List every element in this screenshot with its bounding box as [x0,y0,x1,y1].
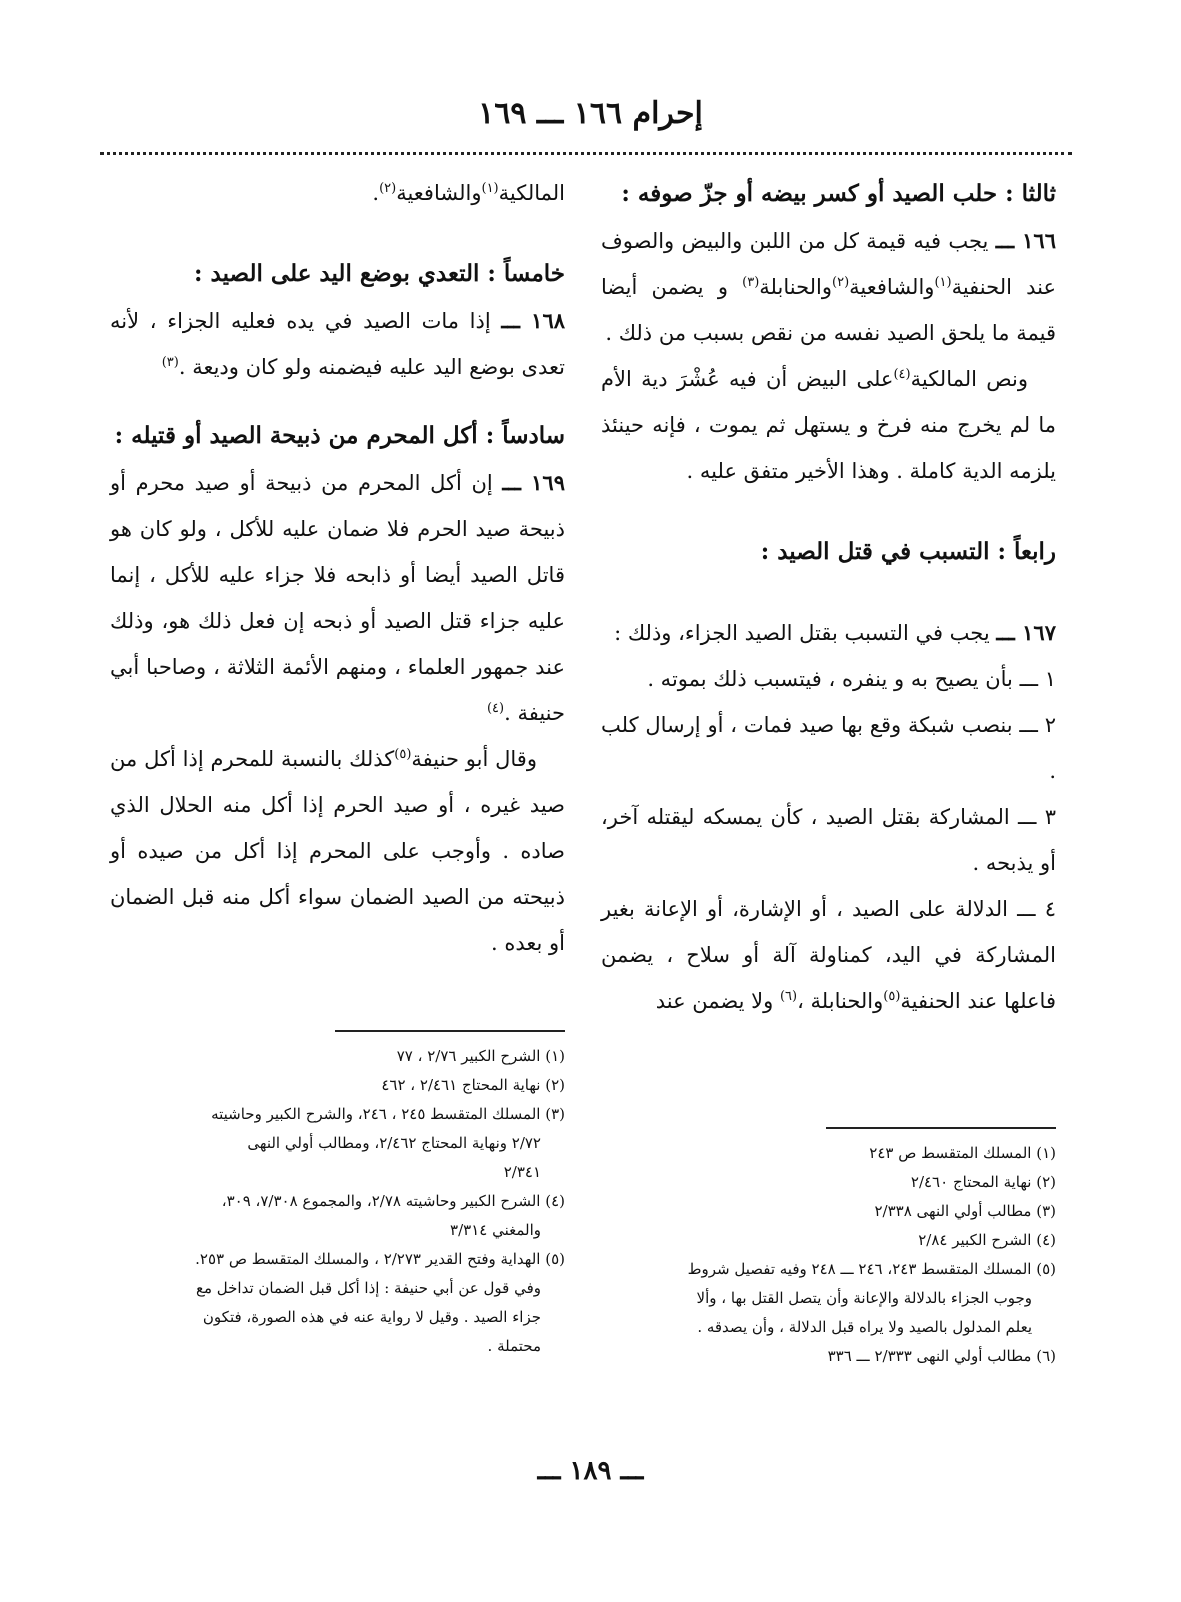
paragraph-text: كذلك بالنسبة للمحرم إذا أكل من صيد غيره ، أو صيد الحرم إذا أكل منه الحلال الذي صاده . وأوجب على المحرم إذا أكل من صيده أو ذبيحته من الصيد الضمان سواء أكل منه قبل الضمان أو بعده . [110,747,565,955]
section-heading-6: سادساً : أكل المحرم من ذبيحة الصيد أو قتيله : [114,422,565,449]
running-head: إحرام ١٦٦ ـــ ١٦٩ [478,96,703,131]
footnote-line: جزاء الصيد . وقيل لا رواية عنه في هذه الصورة، فتكون [202,1308,541,1326]
paragraph-text: و يضمن أيضا قيمة ما يلحق الصيد نفسه من نقص بسبب من ذلك . [601,275,1056,345]
footnote: (٤) الشرح الكبير ٢/٨٤ [918,1231,1056,1249]
paragraph-166-continued [601,356,1056,494]
paragraph-text: المالكية [498,181,565,205]
footnotes-right [601,1127,1056,1371]
footnote-line: وفي قول عن أبي حنيفة : إذا أكل قبل الضمان تداخل مع [195,1279,541,1297]
footnote-ref: (٣) [161,355,179,370]
list-item-2: ٢ ـــ بنصب شبكة وقع بها صيد فمات ، أو إرسال كلب . [601,713,1056,783]
paragraph-168 [110,298,565,390]
footnote-ref: (٥) [394,747,412,762]
footnote-ref: (٤) [486,701,505,716]
page-number: ـــ ١٨٩ ـــ [537,1456,644,1486]
paragraph-text: على البيض أن فيه عُشْرَ دية الأم ما لم يخرج منه فرخ و يستهل ثم يموت ، فإنه حينئذ يلزمه الدية كاملة . وهذا الأخير متفق عليه . [601,367,1056,483]
footnote: (٦) مطالب أولي النهى ٢/٣٣٣ ـــ ٣٣٦ [827,1347,1056,1365]
paragraph-text: إن أكل المحرم من ذبيحة أو صيد محرم أو ذبيحة صيد الحرم فلا ضمان عليه للأكل ، ولو كان هو قاتل الصيد أيضا أو ذابحه فلا جزاء عليه للأكل ، إنما عليه جزاء قتل الصيد أو ذبحه إن فعل ذلك هو، وذلك عند جمهور العلماء ، ومنهم الأئمة الثلاثة ، وصاحبا أبي حنيفة . [110,471,565,725]
list-item-1: ١ ـــ بأن يصيح به و ينفره ، فيتسبب ذلك بموته . [647,667,1056,691]
footnote-ref: (٦) [779,989,798,1004]
footnote-ref: (٢) [832,275,850,290]
footnote: (٥) الهداية وفتح القدير ٢/٢٧٣ ، والمسلك المتقسط ص ٢٥٣. [195,1250,565,1268]
footnote-line: وجوب الجزاء بالدلالة والإعانة وأن يتصل القتل بها ، وألا [696,1289,1032,1307]
footnote: (١) الشرح الكبير ٢/٧٦ ، ٧٧ [396,1047,565,1065]
footnote: (١) المسلك المتقسط ص ٢٤٣ [869,1144,1056,1162]
list-item-4 [601,886,1056,1024]
paragraph-text: ونص المالكية [910,367,1028,391]
paragraph-167 [601,610,1056,656]
paragraph-number: ١٦٩ ـــ [502,470,565,495]
footnote-continued [110,1332,565,1361]
paragraph-number: ١٦٧ ـــ [996,620,1056,645]
footnote-continued [110,1129,565,1158]
paragraph-text: إذا مات الصيد في يده فعليه الجزاء ، لأنه تعدى بوضع اليد عليه فيضمنه ولو كان وديعة . [110,309,565,379]
paragraph-text: والشافعية [396,181,482,205]
footnote-rule [335,1030,565,1032]
header-dotted-rule [100,152,1072,155]
paragraph-number: ١٦٨ ـــ [501,308,566,333]
footnote-ref: (١) [481,181,499,196]
paragraph-number: ١٦٦ ـــ [995,228,1056,253]
footnote-continued [110,1274,565,1303]
footnote: (٣) مطالب أولي النهى ٢/٣٣٨ [874,1202,1056,1220]
paragraph-text: يجب في التسبب بقتل الصيد الجزاء، وذلك : [614,621,997,645]
footnote-line: ٢/٣٤١ [503,1163,541,1181]
right-column [601,170,1056,1024]
footnote-ref: (٢) [379,181,397,196]
footnote-continued [601,1313,1056,1342]
section-heading-3: ثالثا : حلب الصيد أو كسر بيضه أو جزّ صوفه : [621,180,1056,207]
section-heading-5: خامساً : التعدي بوضع اليد على الصيد : [194,260,565,287]
footnote: (٢) نهاية المحتاج ٢/٤٦١ ، ٤٦٢ [381,1076,565,1094]
footnote-ref: (٣) [742,275,760,290]
paragraph-text: وقال أبو حنيفة [411,747,537,771]
footnote-continued [110,1303,565,1332]
list-item-3: ٣ ـــ المشاركة بقتل الصيد ، كأن يمسكه ليقتله آخر، أو يذبحه . [601,805,1056,875]
paragraph-169-continued [110,736,565,966]
footnotes-left [110,1030,565,1361]
footnote: (٤) الشرح الكبير وحاشيته ٢/٧٨، والمجموع ٧/٣٠٨، ٣٠٩، [221,1192,565,1210]
footnote-line: يعلم المدلول بالصيد ولا يراه قبل الدلالة ، وأن يصدقه . [697,1318,1032,1336]
left-column [110,170,565,966]
footnote-continued [601,1284,1056,1313]
section-heading-4: رابعاً : التسبب في قتل الصيد : [760,538,1056,565]
footnote-ref: (١) [934,275,952,290]
footnote-line: ٢/٧٢ ونهاية المحتاج ٢/٤٦٢، ومطالب أولي النهى [247,1134,541,1152]
footnote: (٢) نهاية المحتاج ٢/٤٦٠ [910,1173,1056,1191]
paragraph-169 [110,460,565,736]
footnote-ref: (٤) [893,367,911,382]
footnote-line: محتملة . [487,1337,541,1355]
footnote-continued [110,1216,565,1245]
footnote-line: والمغني ٣/٣١٤ [450,1221,541,1239]
paragraph-text: يجب فيه قيمة كل من اللبن والبيض والصوف عند الحنفية [601,229,1056,299]
paragraph-text: . [372,181,380,205]
footnote-rule [826,1127,1056,1129]
footnote: (٣) المسلك المتقسط ٢٤٥ ، ٢٤٦، والشرح الكبير وحاشيته [211,1105,565,1123]
paragraph-166 [601,218,1056,356]
paragraph-text: والحنابلة ، [797,989,884,1013]
footnote-ref: (٥) [883,989,901,1004]
paragraph-text: والحنابلة [759,275,833,299]
footnote-continued [110,1158,565,1187]
continuation-line [110,170,565,216]
footnote: (٥) المسلك المتقسط ٢٤٣، ٢٤٦ ـــ ٢٤٨ وفيه تفصيل شروط [687,1260,1056,1278]
paragraph-text: والشافعية [849,275,935,299]
paragraph-text: ولا يضمن عند [655,989,780,1013]
paragraph-text: ٤ ـــ الدلالة على الصيد ، أو الإشارة، أو الإعانة بغير المشاركة في اليد، كمناولة آلة أو سلاح ، يضمن فاعلها عند الحنفية [601,897,1056,1013]
